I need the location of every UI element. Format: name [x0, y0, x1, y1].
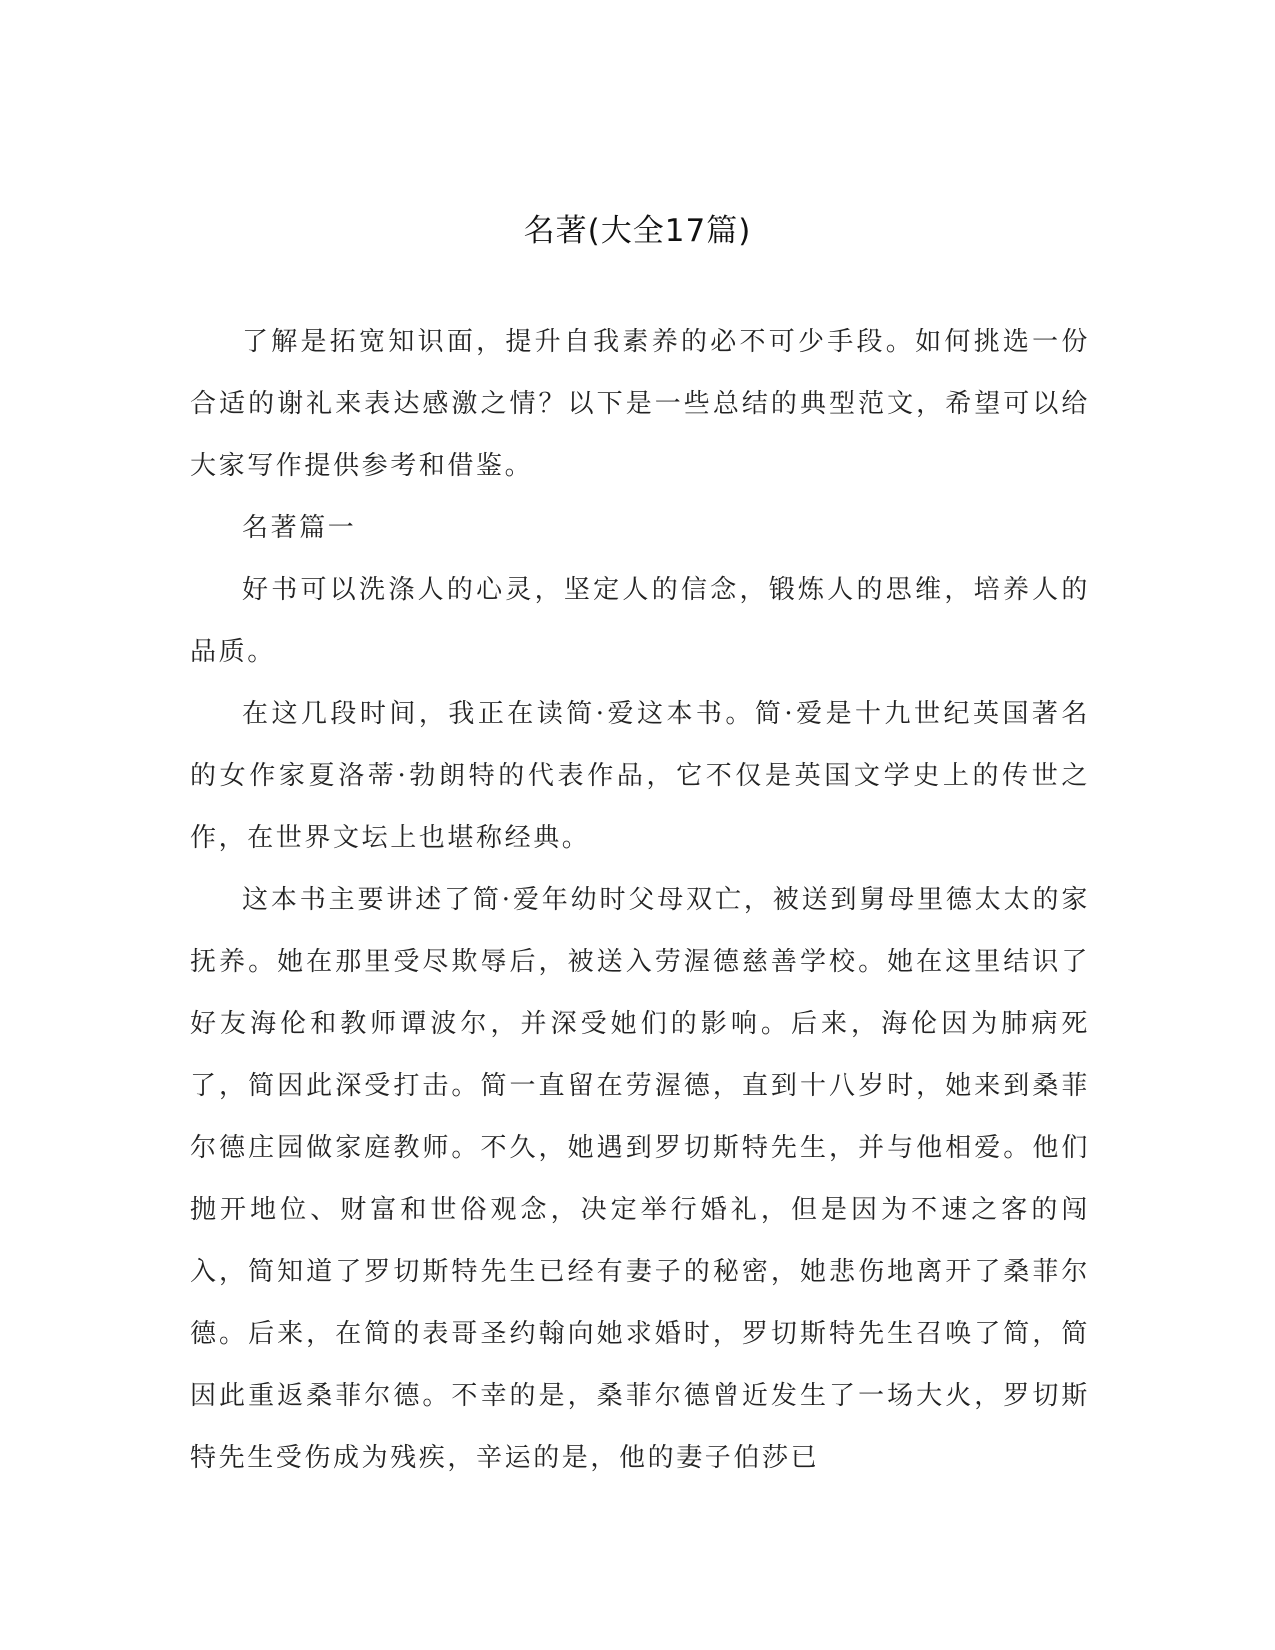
- document-title: 名著(大全17篇): [523, 213, 752, 249]
- body-paragraph: 这本书主要讲述了简·爱年幼时父母双亡，被送到舅母里德太太的家抚养。她在那里受尽欺辱后，被送入劳渥德慈善学校。她在这里结识了好友海伦和教师谭波尔，并深受她们的影响。后来，海伦因为肺病死了，简因此深受打击。简一直留在劳渥德，直到十八岁时，她来到桑菲尔德庄园做家庭教师。不久，她遇到罗切斯特先生，并与他相爱。他们抛开地位、财富和世俗观念，决定举行婚礼，但是因为不速之客的闯入，简知道了罗切斯特先生已经有妻子的秘密，她悲伤地离开了桑菲尔德。后来，在简的表哥圣约翰向她求婚时，罗切斯特先生召唤了简，简因此重返桑菲尔德。不幸的是，桑菲尔德曾近发生了一场大火，罗切斯特先生受伤成为残疾，辛运的是，他的妻子伯莎已: [190, 885, 1090, 1473]
- intro-paragraph: 了解是拓宽知识面，提升自我素养的必不可少手段。如何挑选一份合适的谢礼来表达感激之情？以下是一些总结的典型范文，希望可以给大家写作提供参考和借鉴。: [190, 327, 1090, 481]
- document-body: [190, 311, 1090, 1489]
- body-paragraph: 在这几段时间，我正在读简·爱这本书。简·爱是十九世纪英国著名的女作家夏洛蒂·勃朗特的代表作品，它不仅是英国文学史上的传世之作，在世界文坛上也堪称经典。: [190, 699, 1090, 853]
- body-paragraph: 好书可以洗涤人的心灵，坚定人的信念，锻炼人的思维，培养人的品质。: [190, 575, 1090, 667]
- section-heading: 名著篇一: [242, 513, 357, 543]
